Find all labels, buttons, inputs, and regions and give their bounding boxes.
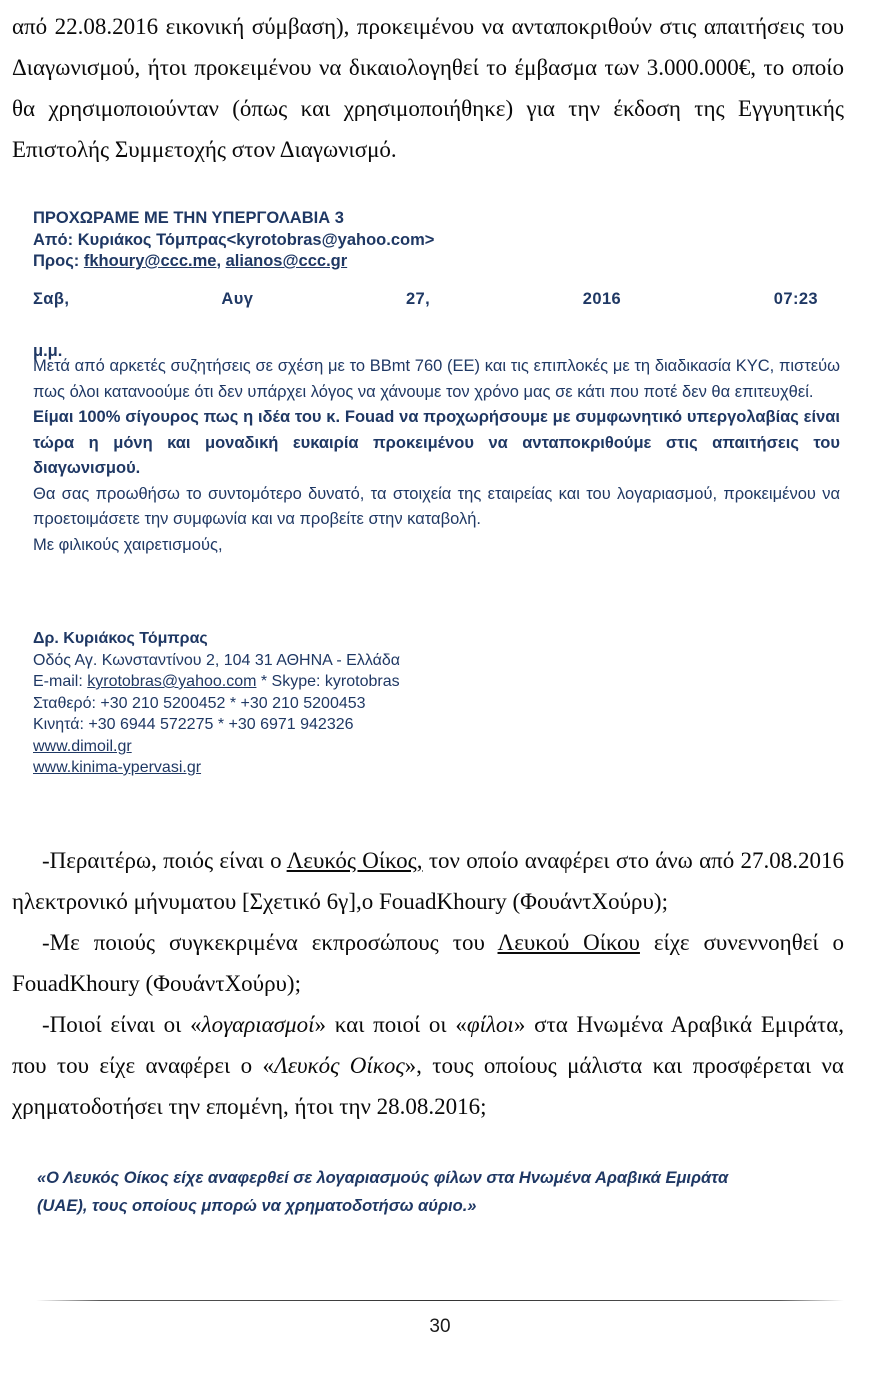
email-body-paragraph-3: Θα σας προωθήσω το συντομότερο δυνατό, τα στοιχεία της εταιρείας και του λογαριασμού, προκειμένου να προετοιμάσετε την συμφωνία και να προβείτε στην καταβολή. bbox=[33, 484, 840, 528]
email-to-line bbox=[33, 251, 840, 273]
signature-email-link[interactable]: kyrotobras@yahoo.com bbox=[87, 673, 257, 690]
question-2-part-a: -Με ποιούς συγκεκριμένα εκπροσώπους του bbox=[42, 930, 498, 955]
quote-block bbox=[37, 1164, 810, 1220]
questions-block bbox=[12, 840, 844, 1127]
question-3-italic-term-1: λογαριασμοί bbox=[201, 1012, 315, 1037]
question-3-part-d: », τους οποίους μάλιστα και προσφέρεται να χρηματοδοτήσει την επομένη, ήτοι την 28.08.2016; bbox=[12, 1053, 844, 1119]
signature-landline: Σταθερό: +30 210 5200452 * +30 210 5200453 bbox=[33, 694, 366, 712]
email-signature-block bbox=[33, 628, 840, 779]
email-to-separator: , bbox=[216, 252, 226, 270]
question-3-italic-term-3: Λευκός Οίκος bbox=[274, 1053, 405, 1078]
footer-divider bbox=[36, 1300, 844, 1301]
signature-email-line bbox=[33, 671, 840, 693]
email-to-recipient-1[interactable]: fkhoury@ccc.me bbox=[83, 252, 217, 270]
page-number: 30 bbox=[429, 1316, 451, 1337]
question-2-part-b: είχε συνεννοηθεί ο FouadKhoury (ΦουάντΧούρυ); bbox=[12, 930, 845, 996]
question-3-italic-term-2: φίλοι bbox=[466, 1012, 514, 1037]
question-3 bbox=[12, 1004, 844, 1127]
signature-email-prefix: E-mail: bbox=[33, 673, 88, 690]
question-1-part-b: τον οποίο αναφέρει στο άνω από 27.08.2016 ηλεκτρονικό μήνυματου [Σχετικό 6γ],ο FouadKhoury (ΦουάντΧούρυ); bbox=[12, 848, 845, 914]
email-from-label: Από: bbox=[33, 230, 74, 249]
quote-line-2: (UAE), τους οποίους μπορώ να χρηματοδοτήσω αύριο.» bbox=[37, 1197, 477, 1215]
signature-website-1[interactable]: www.dimoil.gr bbox=[33, 737, 132, 755]
question-1-part-a: -Περαιτέρω, ποιός είναι ο bbox=[42, 848, 287, 873]
top-paragraph-text: από 22.08.2016 εικονική σύμβαση), προκειμένου να ανταποκριθούν στις απαιτήσεις του Διαγωνισμού, ήτοι προκειμένου να δικαιολογηθεί το έμβασμα των 3.000.000€, το οποίο θα χρησιμοποιούνταν (όπως και χρησιμοποιήθηκε) για την έκδοση της Εγγυητικής Επιστολής Συμμετοχής στον Διαγωνισμό. bbox=[12, 14, 844, 162]
email-body-block bbox=[33, 354, 840, 558]
signature-address: Οδός Αγ. Κωνσταντίνου 2, 104 31 ΑΘΗΝΑ - Ελλάδα bbox=[33, 651, 400, 669]
email-body-closing: Με φιλικούς χαιρετισμούς, bbox=[33, 535, 223, 554]
email-date-line-2: μ.μ. bbox=[33, 342, 63, 360]
signature-skype-suffix: * Skype: kyrotobras bbox=[256, 673, 400, 690]
signature-website-2[interactable]: www.kinima-ypervasi.gr bbox=[33, 759, 202, 776]
email-from-line bbox=[33, 230, 840, 252]
question-2 bbox=[12, 922, 844, 1004]
email-body-paragraph-2: Είμαι 100% σίγουρος πως η ιδέα του κ. Fouad να προχωρήσουμε με συμφωνητικό υπεργολαβίας είναι τώρα η μόνη και μοναδική ευκαιρία προκειμένου να ανταποκριθούμε στις απαιτήσεις του διαγωνισμού. bbox=[33, 408, 840, 477]
question-3-part-b: » και ποιοί οι « bbox=[314, 1012, 467, 1037]
email-body-paragraph-1: Μετά από αρκετές συζητήσεις σε σχέση με το BBmt 760 (ΕΕ) και τις επιπλοκές με τη διαδικασία KYC, πιστεύω πως όλοι κατανοούμε ότι δεν υπάρχει λόγος να χάνουμε τον χρόνο μας σε κάτι που ποτέ δεν θα επιτευχθεί. bbox=[33, 357, 840, 401]
question-2-underlined-term: Λευκού Οίκου bbox=[497, 930, 640, 955]
email-to-label: Προς: bbox=[33, 252, 80, 270]
email-header-block bbox=[33, 208, 840, 273]
question-1 bbox=[12, 840, 844, 922]
signature-name: Δρ. Κυριάκος Τόμπρας bbox=[33, 630, 208, 647]
quote-line-1: «Ο Λευκός Οίκος είχε αναφερθεί σε λογαριασμούς φίλων στα Ηνωμένα Αραβικά Εμιράτα bbox=[37, 1169, 729, 1187]
email-date-line-1: Σαβ, Αυγ 27, 2016 07:23 bbox=[33, 290, 818, 308]
email-from-value: Κυριάκος Τόμπρας<kyrotobras@yahoo.com> bbox=[77, 230, 435, 249]
signature-mobile: Κινητά: +30 6944 572275 * +30 6971 942326 bbox=[33, 716, 354, 733]
question-3-part-a: -Ποιοί είναι οι « bbox=[42, 1012, 202, 1037]
top-paragraph-block bbox=[12, 6, 844, 170]
question-3-part-c: » στα Ηνωμένα Αραβικά Εμιράτα, που του είχε αναφέρει ο « bbox=[12, 1012, 844, 1078]
question-1-underlined-term: Λευκός Οίκος, bbox=[286, 848, 423, 873]
email-subject: ΠΡΟΧΩΡΑΜΕ ΜΕ ΤΗΝ ΥΠΕΡΓΟΛΑΒΙΑ 3 bbox=[33, 209, 344, 227]
email-to-recipient-2[interactable]: alianos@ccc.gr bbox=[225, 252, 348, 270]
